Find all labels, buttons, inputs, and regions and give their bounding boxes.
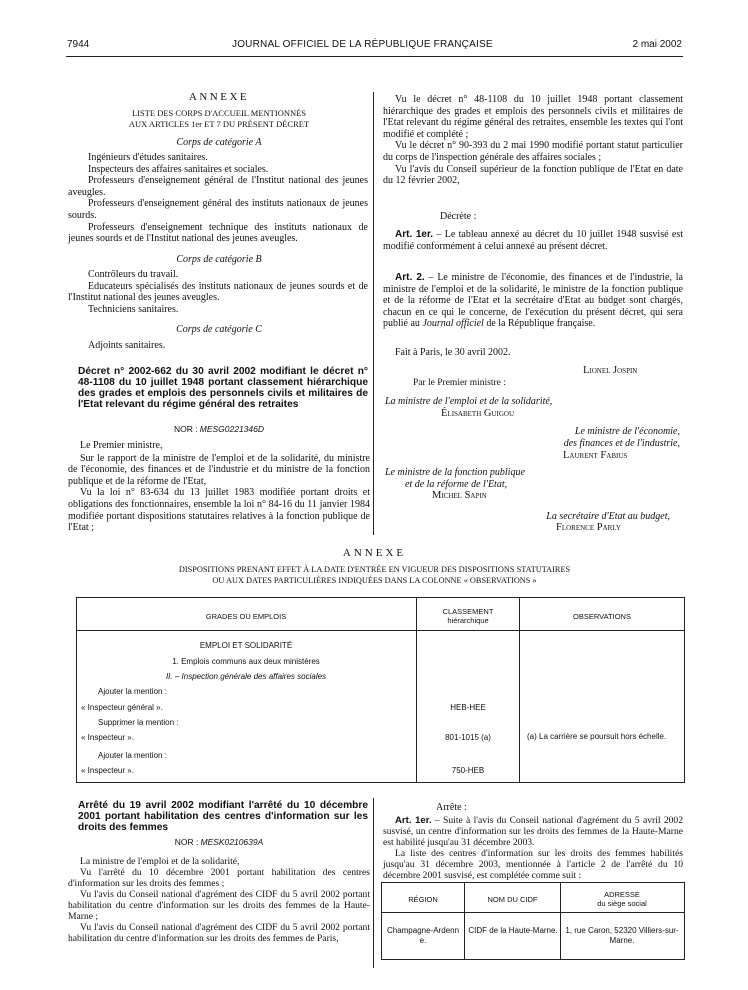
decree-article-1 bbox=[383, 229, 683, 252]
article-label: Art. 1er. bbox=[395, 815, 432, 826]
annex-subtitle-2: AUX ARTICLES 1er ET 7 DU PRÉSENT DÉCRET bbox=[128, 119, 310, 129]
decree-article-2 bbox=[383, 272, 683, 330]
list-item: Professeurs d'enseignement technique des instituts nationaux de jeunes sourds et de l'Institut national des jeunes aveugles. bbox=[68, 221, 368, 245]
list-item: Techniciens sanitaires. bbox=[88, 303, 179, 315]
cidf-header-region: RÉGION bbox=[408, 895, 438, 904]
signature-2-role-2: des finances et de l'industrie, bbox=[563, 438, 680, 449]
annex2-title: ANNEXE bbox=[342, 547, 407, 559]
arrete-paragraph: Vu l'arrêté du 10 décembre 2001 portant habilitation des centres d'information sur les droits des femmes ; bbox=[68, 867, 370, 889]
table-row-text: « Inspecteur ». bbox=[81, 766, 134, 775]
arrete-paragraph: Vu l'avis du Conseil national d'agrément des CIDF du 5 avril 2002 portant habilitation du centre d'information sur les droits des femmes de la Haute-Marne ; bbox=[68, 889, 370, 922]
arrete-nor bbox=[68, 837, 370, 849]
signature-4-name: Florence Parly bbox=[556, 522, 621, 533]
col-header-classement: CLASSEMENT bbox=[442, 607, 494, 616]
signature-3-name: Michel Sapin bbox=[432, 490, 487, 501]
article-text: de la République française. bbox=[483, 318, 596, 330]
par-premier-ministre: Par le Premier ministre : bbox=[413, 378, 506, 388]
list-item: Ingénieurs d'études sanitaires. bbox=[88, 152, 208, 163]
signature-1-name: Élisabeth Guigou bbox=[441, 408, 515, 419]
signature-4-role: La secrétaire d'Etat au budget, bbox=[546, 511, 670, 522]
signature-pm: Lionel Jospin bbox=[583, 365, 638, 376]
decree-paragraph: Sur le rapport de la ministre de l'emploi et de la solidarité, du ministre de l'économie, des finances et de l'industrie et du ministre de la fonction publique et de la réforme de l'Etat, bbox=[68, 452, 370, 487]
annex2-section-title: EMPLOI ET SOLIDARITÉ bbox=[199, 641, 293, 650]
article-text: – Le tableau annexé au décret du 10 juillet 1948 susvisé est modifié conformément à celui annexé au présent décret. bbox=[383, 229, 683, 252]
cat-c-item: Adjoints sanitaires. bbox=[88, 340, 166, 351]
cat-c-title: Corps de catégorie C bbox=[176, 324, 262, 335]
decree-intro: Le Premier ministre, bbox=[80, 440, 163, 451]
signature-3-role-1: Le ministre de la fonction publique bbox=[385, 467, 525, 478]
nor-label: NOR : bbox=[174, 837, 199, 847]
annex-title: ANNEXE bbox=[188, 91, 250, 103]
decree-decrete: Décrète : bbox=[440, 211, 477, 222]
annex2-section-1: 1. Emplois communs aux deux ministères bbox=[172, 657, 320, 666]
decree-paragraph: Vu l'avis du Conseil supérieur de la fonction publique de l'Etat en date du 12 février 2002, bbox=[383, 163, 683, 187]
decree-done: Fait à Paris, le 30 avril 2002. bbox=[395, 347, 511, 358]
cidf-header-nom: NOM DU CIDF bbox=[487, 895, 538, 904]
decree-paragraph: Vu la loi n° 83-634 du 13 juillet 1983 modifiée portant droits et obligations des fonctionnaires, ensemble la loi n° 84-16 du 11 janvier 1984 modifiée portant dispositions statutaires relatives à la fonction publique de l'Etat ; bbox=[68, 487, 370, 534]
arrete-article-1-continued: La liste des centres d'information sur les droits des femmes habilités jusqu'au 31 décembre 2003, mentionnée à l'article 2 de l'arrêté du 10 décembre 2001 susvisé, est complétée comme suit : bbox=[383, 848, 683, 881]
cidf-cell-adresse: 1, rue Caron, 52320 Villiers-sur-Marne. bbox=[565, 926, 679, 945]
header-rule bbox=[66, 56, 683, 57]
decree-title: Décret n° 2002-662 du 30 avril 2002 modifiant le décret n° 48-1108 du 10 juillet 1948 portant classement hiérarchique des grades et emplois des personnels civils et militaires de l'Etat relevant du régime général des retraites bbox=[78, 366, 368, 410]
signature-2-name: Laurent Fabius bbox=[563, 450, 628, 461]
annex2-table bbox=[76, 597, 685, 783]
table-row-text: « Inspecteur ». bbox=[81, 733, 134, 742]
table-row-text: Ajouter la mention : bbox=[98, 751, 167, 760]
column-divider-bottom bbox=[373, 798, 374, 968]
signature-1-role: La ministre de l'emploi et de la solidarité, bbox=[385, 396, 553, 407]
arrete-paragraph: La ministre de l'emploi et de la solidarité, bbox=[80, 856, 240, 867]
cat-a-title: Corps de catégorie A bbox=[176, 137, 262, 148]
annex2-table-header-rule bbox=[76, 630, 684, 631]
nor-value: MESG0221346D bbox=[199, 424, 264, 434]
list-item: Professeurs d'enseignement général de l'Institut national des jeunes aveugles. bbox=[68, 175, 368, 198]
article-text: – Suite à l'avis du Conseil national d'agrément du 5 avril 2002 susvisé, un centre d'information sur les droits des femmes de la Haute-Marne est habilité jusqu'au 31 décembre 2003. bbox=[383, 815, 684, 848]
signature-2-role-1: Le ministre de l'économie, bbox=[574, 426, 680, 437]
arrete-article-1 bbox=[383, 815, 683, 848]
table-row-text: Ajouter la mention : bbox=[98, 687, 167, 696]
column-divider-top bbox=[373, 92, 374, 535]
decree-left-text bbox=[68, 440, 370, 534]
list-item: Inspecteurs des affaires sanitaires et sociales. bbox=[88, 163, 269, 175]
table-row-observation: (a) La carrière se poursuit hors échelle. bbox=[527, 732, 667, 741]
cat-b-list bbox=[68, 269, 368, 315]
article-text: – Le ministre de l'économie, des finances et de l'industrie, la ministre de l'emploi et de la solidarité, le ministre de la fonction publique et de la réforme de l'Etat et la secrétaire d'Etat au budget sont chargés, chacun en ce qui le concerne, de l'exécution du présent décret, qui sera publié au bbox=[383, 272, 683, 330]
list-item: Contrôleurs du travail. bbox=[88, 269, 179, 280]
cat-a-list bbox=[68, 152, 368, 245]
annex2-subtitle-2: OU AUX DATES PARTICULIÈRES INDIQUÉES DANS LA COLONNE « OBSERVATIONS » bbox=[212, 576, 537, 585]
arrete-paragraph: Vu l'avis du Conseil national d'agrément des CIDF du 5 avril 2002 portant habilitation du centre d'information sur les droits des femmes de Paris, bbox=[68, 922, 370, 944]
cidf-cell-region: Champagne-Ardenne. bbox=[386, 926, 460, 945]
journal-officiel: Journal officiel bbox=[422, 318, 484, 330]
cidf-table-header-rule bbox=[381, 912, 684, 913]
page-date: 2 mai 2002 bbox=[632, 39, 682, 50]
arrete-title: Arrêté du 19 avril 2002 modifiant l'arrêté du 10 décembre 2001 portant habilitation des centres d'information sur les droits des femmes bbox=[78, 800, 368, 833]
annex2-subtitle-1: DISPOSITIONS PRENANT EFFET À LA DATE D'ENTRÉE EN VIGUEUR DES DISPOSITIONS STATUTAIRES bbox=[178, 565, 571, 574]
decree-paragraph: Vu le décret n° 48-1108 du 10 juillet 1948 portant classement hiérarchique des grades et emplois des personnels civils et militaires de l'Etat relevant du régime général des retraites, ensemble les textes qui l'ont modifié et complété ; bbox=[383, 94, 683, 140]
article-label: Art. 2. bbox=[395, 272, 425, 283]
table-row-text: Supprimer la mention : bbox=[98, 718, 179, 727]
col-header-grades: GRADES OU EMPLOIS bbox=[205, 612, 287, 621]
col-header-hierarchique: hiérarchique bbox=[447, 616, 489, 625]
journal-title: JOURNAL OFFICIEL DE LA RÉPUBLIQUE FRANÇAISE bbox=[232, 39, 493, 50]
list-item: Educateurs spécialisés des instituts nationaux de jeunes sourds et de l'Institut national des jeunes aveugles. bbox=[68, 280, 368, 304]
arrete-left-text bbox=[68, 856, 370, 944]
article-label: Art. 1er. bbox=[395, 229, 434, 240]
cat-b-title: Corps de catégorie B bbox=[176, 254, 262, 265]
page-number: 7944 bbox=[67, 39, 90, 50]
list-item: Professeurs d'enseignement général des instituts nationaux de jeunes sourds. bbox=[68, 198, 368, 221]
col-header-observations: OBSERVATIONS bbox=[573, 612, 631, 621]
decree-paragraph: Vu le décret n° 90-393 du 2 mai 1990 modifié portant statut particulier du corps de l'inspection générale des affaires sociales ; bbox=[383, 140, 683, 163]
decree-nor bbox=[68, 424, 370, 436]
annex2-col-divider-2 bbox=[519, 597, 520, 782]
cidf-header-adresse: ADRESSE bbox=[604, 890, 640, 899]
arrete-word: Arrête : bbox=[436, 802, 467, 813]
cidf-cell-nom: CIDF de la Haute-Marne. bbox=[468, 926, 558, 935]
decree-right-text bbox=[383, 94, 683, 187]
nor-label: NOR : bbox=[173, 424, 198, 434]
annex-subtitle-1: LISTE DES CORPS D'ACCUEIL MENTIONNÉS bbox=[131, 108, 307, 118]
table-row-class: 801-1015 (a) bbox=[445, 733, 491, 742]
table-row-class: HEB-HEE bbox=[450, 703, 486, 712]
cidf-header-siege: du siège social bbox=[597, 899, 647, 908]
signature-3-role-2: et de la réforme de l'Etat, bbox=[405, 479, 508, 490]
annex2-section-2: II. – Inspection générale des affaires sociales bbox=[165, 672, 327, 681]
table-row-class: 750-HEB bbox=[451, 766, 485, 775]
nor-value: MESK0210639A bbox=[200, 837, 264, 847]
table-row-text: « Inspecteur général ». bbox=[81, 703, 163, 712]
